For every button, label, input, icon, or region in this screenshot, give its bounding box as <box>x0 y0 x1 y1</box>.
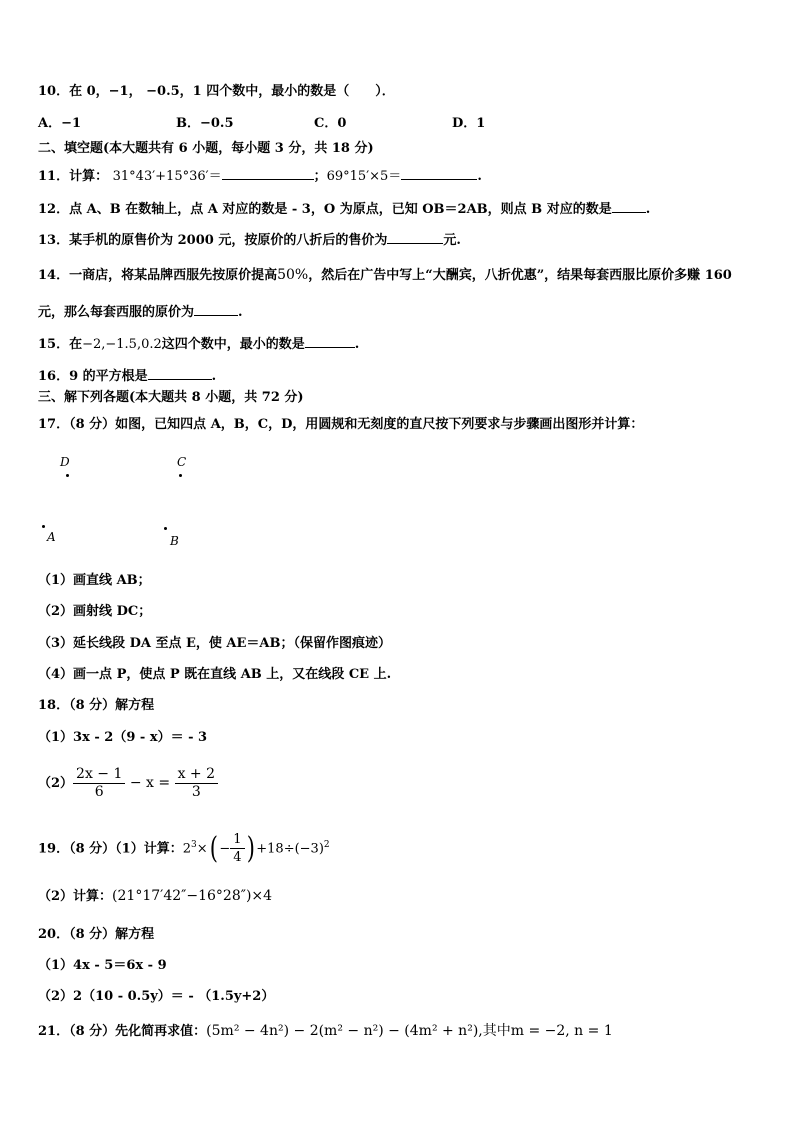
q18-part-2-label: （2） <box>38 776 74 791</box>
q19-rest: +18÷ <box>256 841 295 857</box>
answer-blank <box>222 166 314 180</box>
point-a <box>42 525 45 528</box>
question-11 <box>38 166 482 186</box>
q19-part-2 <box>38 887 272 906</box>
numerator: 2x − 1 <box>73 766 125 784</box>
fraction <box>175 766 218 801</box>
denominator: 4 <box>233 850 242 866</box>
q14-text-a: 14．一商店，将某品牌西服先按原价提高 <box>38 268 278 283</box>
right-paren: ) <box>246 830 255 866</box>
q13-end: 元. <box>443 233 461 248</box>
q15-text-b: 这四个数中，最小的数是 <box>161 337 305 352</box>
q12-end: . <box>645 202 651 217</box>
section-3-heading: 三、解下列各题(本大题共 8 小题，共 72 分) <box>38 390 304 405</box>
q14-end: . <box>238 305 243 320</box>
question-20: 20．（8 分）解方程 <box>38 927 155 942</box>
q11-expr2: 69°15′×5＝ <box>326 169 402 184</box>
q17-step-1: （1）画直线 AB； <box>38 573 151 588</box>
q13-text: 13．某手机的原售价为 2000 元，按原价的八折后的售价为 <box>38 233 388 248</box>
q17-step-3: （3）延长线段 DA 至点 E，使 AE＝AB；（保留作图痕迹） <box>38 636 391 651</box>
fraction <box>230 831 244 866</box>
point-label-c: C <box>177 455 187 469</box>
question-18: 18．（8 分）解方程 <box>38 698 155 713</box>
q15-end: . <box>354 337 360 352</box>
q14-text-b: ，然后在广告中写上“大酬宾，八折优惠”，结果每套西服比原价多赚 160 <box>308 268 732 283</box>
numerator: 1 <box>230 831 244 849</box>
answer-blank <box>387 230 443 244</box>
denominator: 3 <box>191 784 201 800</box>
q11-expr1: 31°43′+15°36′＝ <box>112 169 222 184</box>
section-2-heading: 二、填空题(本大题共有 6 小题，每小题 3 分，共 18 分) <box>38 141 374 156</box>
point-b <box>164 527 167 530</box>
answer-blank <box>305 334 355 348</box>
answer-blank <box>401 166 477 180</box>
q21-condition: ,其中m = −2, n = 1 <box>478 1023 613 1039</box>
q16-text: 16．9 的平方根是 <box>38 369 148 384</box>
q19-text-a: 19．（8 分）（1）计算： <box>38 841 183 857</box>
q19-times: × <box>196 841 208 857</box>
q19-exponent-2: 2 <box>323 840 330 850</box>
question-14-line2 <box>38 302 243 322</box>
option-a: A．−1 <box>38 116 82 131</box>
q11-sep: ； <box>313 169 327 184</box>
q17-step-4: （4）画一点 P，使点 P 既在直线 AB 上，又在线段 CE 上. <box>38 667 392 682</box>
question-15 <box>38 334 359 354</box>
question-19 <box>38 824 330 868</box>
question-16 <box>38 366 216 386</box>
option-b: B．−0.5 <box>176 116 234 131</box>
answer-blank <box>194 302 238 316</box>
question-10-text: 10．在 0，−1， −0.5，1 四个数中，最小的数是（ ）． <box>38 84 395 99</box>
q19-expr2: (21°17′42″−16°28″)×4 <box>112 888 273 904</box>
q12-text: 12．点 A、B 在数轴上，点 A 对应的数是 - 3，O 为原点，已知 OB＝2AB，则点 B 对应的数是 <box>38 202 612 217</box>
q21-text: 21．（8 分）先化简再求值： <box>38 1024 207 1039</box>
q18-part-2 <box>38 764 218 804</box>
q19-base: 2 <box>182 841 191 857</box>
question-12 <box>38 199 650 219</box>
q16-end: . <box>211 369 217 384</box>
q21-expr: (5m² − 4n²) − 2(m² − n²) − (4m² + n²) <box>206 1023 479 1039</box>
question-13 <box>38 230 461 250</box>
q11-end: . <box>477 169 482 184</box>
point-d <box>66 474 69 477</box>
q18-mid: − x = <box>125 775 175 791</box>
q14-text-c: 元，那么每套西服的原价为 <box>38 305 195 320</box>
q19-exponent: 3 <box>191 840 197 850</box>
question-14-line1 <box>38 266 732 285</box>
q15-text-a: 15．在 <box>38 337 83 352</box>
q19-neg: − <box>219 841 231 857</box>
q19-text-b: （2）计算： <box>38 889 113 904</box>
point-label-d: D <box>60 455 70 469</box>
q20-part-2: （2）2（10 - 0.5y）＝ - （1.5y+2） <box>38 989 275 1004</box>
q15-numbers: −2,−1.5,0.2 <box>82 337 162 352</box>
answer-blank <box>612 199 646 213</box>
q18-part-1: （1）3x - 2（9 - x）＝ - 3 <box>38 730 208 745</box>
question-10 <box>38 83 395 101</box>
question-17: 17．（8 分）如图，已知四点 A，B，C，D，用圆规和无刻度的直尺按下列要求与步骤画出图形并计算： <box>38 417 644 432</box>
numerator: x + 2 <box>175 766 218 784</box>
point-c <box>179 474 182 477</box>
fraction <box>73 766 125 801</box>
q19-paren: (−3) <box>294 841 324 857</box>
answer-blank <box>148 366 212 380</box>
q17-step-2: （2）画射线 DC； <box>38 604 152 619</box>
point-label-a: A <box>47 530 56 544</box>
denominator: 6 <box>94 784 104 800</box>
left-paren: ( <box>209 830 218 866</box>
point-label-b: B <box>170 534 179 548</box>
q14-percent: 50% <box>277 267 309 283</box>
question-10-options <box>38 115 758 133</box>
q20-part-1: （1）4x - 5＝6x - 9 <box>38 958 167 973</box>
option-d: D．1 <box>452 116 486 131</box>
option-c: C．0 <box>314 116 347 131</box>
question-21 <box>38 1022 613 1041</box>
q11-prefix: 11．计算： <box>38 169 109 184</box>
